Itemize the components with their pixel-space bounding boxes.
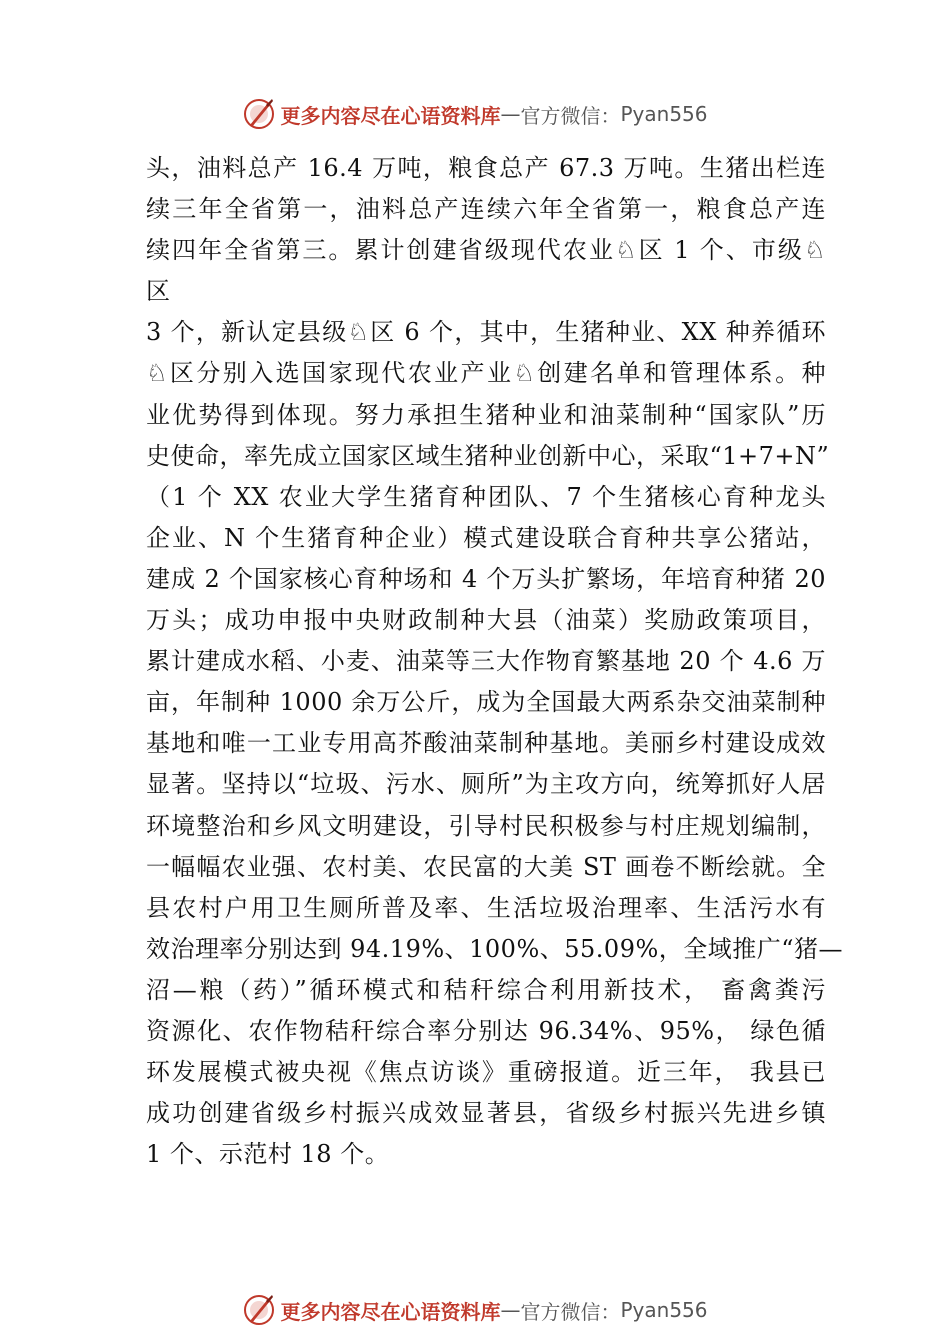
- banner-wechat-label: 官方微信：: [520, 103, 621, 128]
- text-line: 史使命，率先成立国家区域生猪种业创新中心，采取“1+7+N”: [146, 441, 830, 470]
- text-line: 续四年全省第三。累计创建省级现代农业♘区 1 个、市级♘: [146, 236, 826, 265]
- text-line: 一幅幅农业强、农村美、农民富的大美 ST 画卷不断绘就。全: [146, 852, 826, 881]
- text-line: 续三年全省第一，油料总产连续六年全省第一，粮食总产连: [146, 195, 826, 224]
- quill-seal-icon: [242, 97, 276, 131]
- document-body: [146, 148, 844, 1175]
- footer-banner: [0, 1290, 950, 1330]
- text-line: 头，油料总产 16.4 万吨，粮食总产 67.3 万吨。生猪出栏连: [146, 154, 826, 182]
- banner-wechat-label: 官方微信：: [520, 1299, 621, 1324]
- text-line: 区: [146, 277, 171, 306]
- text-line: 建成 2 个国家核心育种场和 4 个万头扩繁场，年培育种猪 20: [146, 564, 826, 593]
- text-line: 显著。坚持以“垃圾、污水、厕所”为主攻方向，统筹抓好人居: [146, 770, 826, 799]
- text-line: （1 个 XX 农业大学生猪育种团队、7 个生猪核心育种龙头: [146, 482, 826, 511]
- text-line: 1 个、示范村 18 个。: [146, 1140, 390, 1169]
- banner-dash: —: [500, 1298, 521, 1322]
- banner-dash: —: [500, 102, 521, 126]
- text-line: 企业、N 个生猪育种企业）模式建设联合育种共享公猪站，: [146, 523, 826, 552]
- text-line: ♘区分别入选国家现代农业产业♘创建名单和管理体系。种: [146, 359, 826, 388]
- text-line: 亩，年制种 1000 余万公斤，成为全国最大两系杂交油菜制种: [146, 688, 826, 717]
- text-line: 基地和唯一工业专用高芥酸油菜制种基地。美丽乡村建设成效: [146, 729, 826, 758]
- text-line: 资源化、农作物秸秆综合率分别达 96.34%、95%， 绿色循: [146, 1016, 826, 1045]
- banner-wechat-id: Pyan556: [620, 102, 708, 126]
- text-line: 成功创建省级乡村振兴成效显著县，省级乡村振兴先进乡镇: [146, 1099, 826, 1128]
- text-line: 累计建成水稻、小麦、油菜等三大作物育繁基地 20 个 4.6 万: [146, 647, 826, 676]
- text-line: 3 个，新认定县级♘区 6 个，其中，生猪种业、XX 种养循环: [146, 318, 826, 347]
- text-line: 沼—粮（药）”循环模式和秸秆综合利用新技术， 畜禽粪污: [146, 975, 826, 1004]
- header-banner: [0, 94, 950, 134]
- text-line: 县农村户用卫生厕所普及率、生活垃圾治理率、生活污水有: [146, 893, 826, 922]
- banner-title: 更多内容尽在心语资料库: [280, 103, 501, 128]
- text-line: 环境整治和乡风文明建设，引导村民积极参与村庄规划编制，: [146, 811, 826, 840]
- banner-wechat-id: Pyan556: [620, 1298, 708, 1322]
- text-line: 环发展模式被央视《焦点访谈》重磅报道。近三年， 我县已: [146, 1058, 826, 1087]
- text-line: 业优势得到体现。努力承担生猪种业和油菜制种“国家队”历: [146, 400, 826, 429]
- quill-seal-icon: [242, 1293, 276, 1327]
- text-line: 效治理率分别达到 94.19%、100%、55.09%，全域推广“猪—: [146, 934, 844, 963]
- banner-title: 更多内容尽在心语资料库: [280, 1299, 501, 1324]
- text-line: 万头；成功申报中央财政制种大县（油菜）奖励政策项目，: [146, 606, 826, 635]
